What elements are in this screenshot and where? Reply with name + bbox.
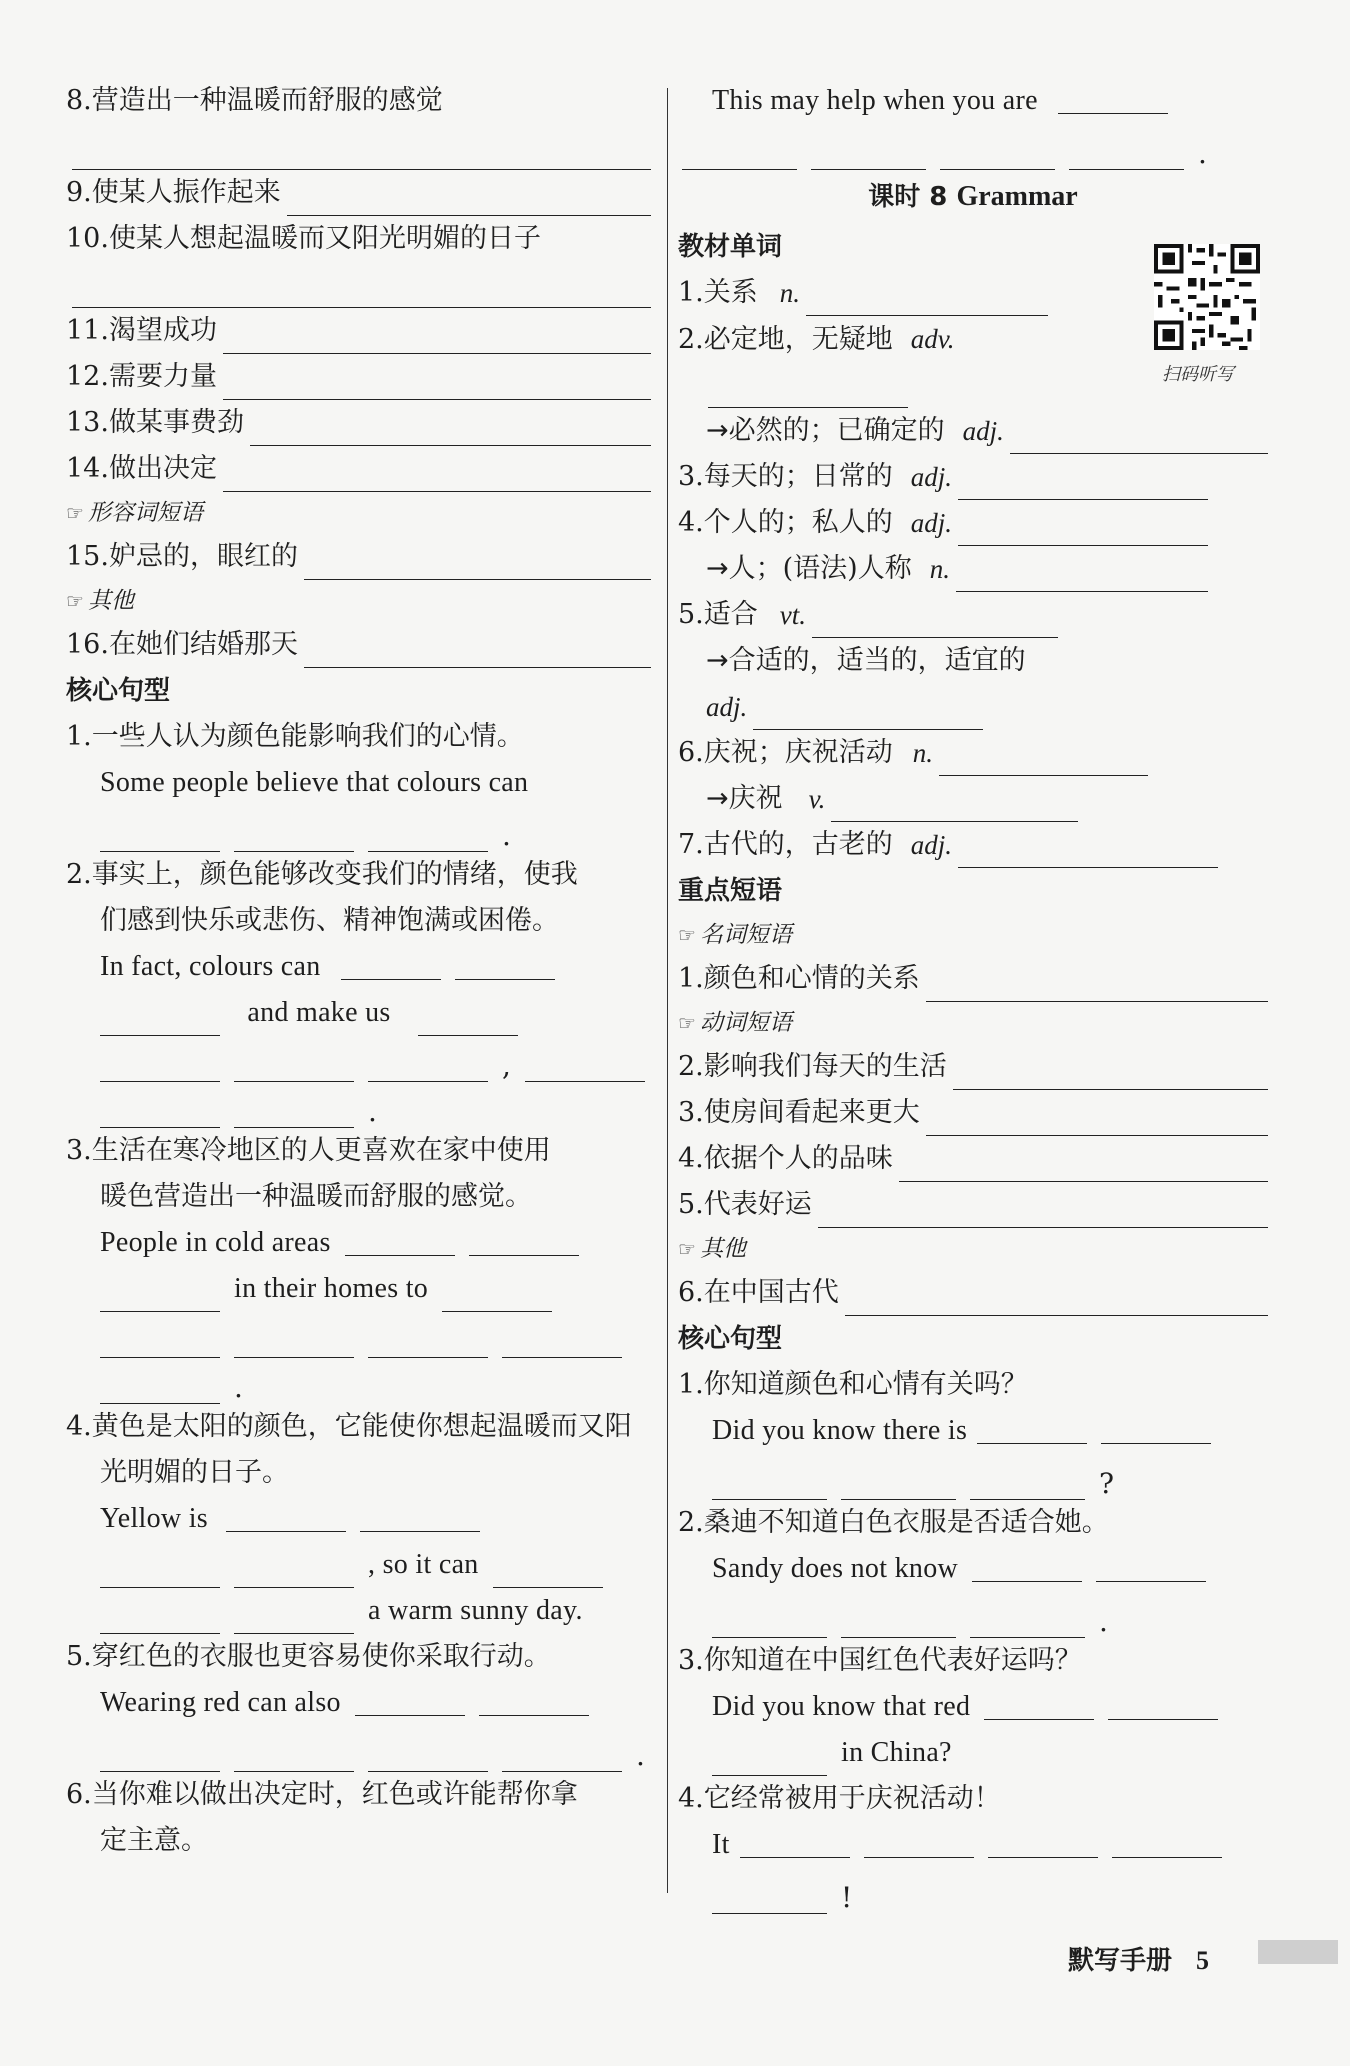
answer-line[interactable] [984, 1697, 1094, 1720]
subheading-adj-phrases: ☞ 形容词短语 [66, 500, 203, 526]
list-item: 3. 每天的；日常的 adj. [678, 454, 1208, 500]
list-item: 16. 在她们结婚那天 [66, 622, 651, 668]
answer-line[interactable] [953, 1059, 1268, 1090]
answer-line[interactable] [864, 1835, 974, 1858]
decorative-bar [1258, 1940, 1338, 1964]
list-item: → 人；(语法)人称 n. [678, 546, 1208, 592]
list-item: 14. 做出决定 [66, 446, 651, 492]
answer-line[interactable] [226, 1509, 346, 1532]
subheading-noun-phrases: ☞ 名词短语 [678, 922, 792, 948]
answer-blanks[interactable]: . [66, 806, 651, 852]
answer-blanks[interactable]: ? [678, 1454, 1268, 1500]
list-item: adj. [678, 684, 983, 730]
answer-line[interactable] [806, 285, 1048, 316]
answer-blanks[interactable]: . [678, 1592, 1268, 1638]
answer-line[interactable] [287, 185, 651, 216]
answer-blanks[interactable]: a warm sunny day. [66, 1588, 651, 1634]
answer-line[interactable] [958, 515, 1208, 546]
answer-blanks[interactable]: in China? [678, 1730, 1268, 1776]
list-item: → 必然的；已确定的 adj. [678, 408, 1268, 454]
subheading-other: ☞ 其他 [66, 588, 134, 614]
qr-caption: 扫码听写 [1162, 364, 1234, 385]
sentence-zh: 6.当你难以做出决定时，红色或许能帮你拿 [66, 1779, 578, 1810]
answer-blanks[interactable] [66, 1312, 651, 1358]
answer-line[interactable] [939, 745, 1148, 776]
sentence-en: It [678, 1822, 1268, 1868]
answer-line[interactable] [831, 791, 1078, 822]
list-item: →合适的，适当的，适宜的 [706, 645, 1026, 676]
list-item: 4. 个人的；私人的 adj. [678, 500, 1208, 546]
answer-line[interactable] [958, 469, 1208, 500]
answer-line[interactable] [223, 461, 651, 492]
list-item: 13. 做某事费劲 [66, 400, 651, 446]
answer-blanks[interactable]: . [66, 1082, 651, 1128]
list-item: 7. 古代的，古老的 adj. [678, 822, 1218, 868]
answer-line[interactable] [304, 637, 651, 668]
sentence-zh: 光明媚的日子。 [100, 1457, 289, 1488]
sentence-en: Did you know that red [678, 1684, 1268, 1730]
list-item: 6. 在中国古代 [678, 1270, 1268, 1316]
list-item: → 庆祝 v. [678, 776, 1078, 822]
sentence-en: This may help when you are [678, 78, 1268, 124]
sentence-en: Yellow is [66, 1496, 651, 1542]
section-heading: 核心句型 [66, 676, 171, 706]
sentence-zh: 2.事实上，颜色能够改变我们的情绪，使我 [66, 859, 578, 890]
answer-line[interactable] [455, 957, 555, 980]
answer-blanks[interactable]: , [66, 1036, 651, 1082]
answer-blanks[interactable]: . [678, 124, 1268, 170]
answer-line[interactable] [1010, 423, 1268, 454]
list-item: 4. 依据个人的品味 [678, 1136, 1268, 1182]
answer-line[interactable] [818, 1197, 1268, 1228]
sentence-en: Did you know there is [678, 1408, 1268, 1454]
answer-blanks[interactable]: . [66, 1726, 651, 1772]
list-item: 12. 需要力量 [66, 354, 651, 400]
answer-line[interactable] [972, 1559, 1082, 1582]
answer-line[interactable] [345, 1233, 455, 1256]
column-divider [667, 88, 668, 1893]
answer-blanks[interactable]: , so it can [66, 1542, 651, 1588]
sentence-en: Sandy does not know [678, 1546, 1268, 1592]
section-heading: 重点短语 [678, 876, 783, 906]
answer-blanks[interactable]: and make us [66, 990, 651, 1036]
answer-line[interactable] [926, 1105, 1268, 1136]
subheading-verb-phrases: ☞ 动词短语 [678, 1010, 792, 1036]
list-item: 10.使某人想起温暖而又阳光明媚的日子 [66, 223, 541, 254]
sentence-zh: 定主意。 [100, 1825, 208, 1856]
pointing-hand-icon: ☞ [678, 1011, 696, 1035]
list-item: 1. 关系 n. [678, 270, 1048, 316]
page-footer [1068, 1940, 1209, 1977]
sentence-en: Some people believe that colours can [100, 767, 529, 798]
subheading-other: ☞ 其他 [678, 1236, 746, 1262]
section-heading: 核心句型 [678, 1324, 783, 1354]
answer-line[interactable] [956, 561, 1208, 592]
lesson-title: 课时 8 Grammar [868, 181, 1078, 212]
list-item: 1. 颜色和心情的关系 [678, 956, 1268, 1002]
qr-code-icon[interactable] [1154, 244, 1260, 350]
sentence-en: People in cold areas [66, 1220, 651, 1266]
sentence-zh: 4.它经常被用于庆祝活动！ [678, 1783, 1001, 1814]
answer-line[interactable] [223, 369, 651, 400]
list-item: 8.营造出一种温暖而舒服的感觉 [66, 85, 443, 116]
answer-line[interactable] [341, 957, 441, 980]
answer-line[interactable] [845, 1285, 1268, 1316]
list-item: 5. 代表好运 [678, 1182, 1268, 1228]
answer-line[interactable] [977, 1421, 1087, 1444]
answer-line[interactable] [958, 837, 1218, 868]
book-title: 默写手册 [1068, 1946, 1173, 1976]
answer-line[interactable] [479, 1693, 589, 1716]
sentence-en: In fact, colours can [66, 944, 651, 990]
answer-line[interactable] [988, 1835, 1098, 1858]
section-heading: 教材单词 [678, 232, 783, 262]
answer-line[interactable] [66, 124, 651, 170]
answer-blanks[interactable]: . [66, 1358, 651, 1404]
answer-line[interactable] [1058, 91, 1168, 114]
list-item: 9. 使某人振作起来 [66, 170, 651, 216]
sentence-en: Wearing red can also [66, 1680, 651, 1726]
left-column [66, 78, 651, 1864]
answer-blanks[interactable]: in their homes to [66, 1266, 651, 1312]
pointing-hand-icon: ☞ [678, 923, 696, 947]
answer-line[interactable] [223, 323, 651, 354]
sentence-zh: 1.一些人认为颜色能影响我们的心情。 [66, 721, 524, 752]
pointing-hand-icon: ☞ [66, 501, 84, 525]
answer-line[interactable] [66, 262, 651, 308]
answer-line[interactable] [899, 1151, 1268, 1182]
list-item: 2. 影响我们每天的生活 [678, 1044, 1268, 1090]
sentence-zh: 2.桑迪不知道白色衣服是否适合她。 [678, 1507, 1109, 1538]
sentence-zh: 们感到快乐或悲伤、精神饱满或困倦。 [100, 905, 559, 936]
answer-line[interactable] [753, 699, 983, 730]
answer-blanks[interactable]: ! [678, 1868, 1268, 1914]
answer-line[interactable] [1112, 1835, 1222, 1858]
sentence-zh: 3.你知道在中国红色代表好运吗？ [678, 1645, 1082, 1676]
answer-line[interactable] [1108, 1697, 1218, 1720]
answer-line[interactable] [304, 549, 651, 580]
answer-line[interactable] [1101, 1421, 1211, 1444]
sentence-zh: 暖色营造出一种温暖而舒服的感觉。 [100, 1181, 532, 1212]
answer-line[interactable] [1096, 1559, 1206, 1582]
list-item: 3. 使房间看起来更大 [678, 1090, 1268, 1136]
answer-line[interactable] [812, 607, 1058, 638]
answer-line[interactable] [469, 1233, 579, 1256]
sentence-zh: 1.你知道颜色和心情有关吗？ [678, 1369, 1028, 1400]
right-column [678, 78, 1268, 1914]
answer-line[interactable] [360, 1509, 480, 1532]
list-item: 5. 适合 vt. [678, 592, 1058, 638]
page-number: 5 [1196, 1946, 1210, 1975]
sentence-zh: 3.生活在寒冷地区的人更喜欢在家中使用 [66, 1135, 551, 1166]
list-item: 2.必定地，无疑地 adv. [678, 324, 955, 355]
answer-line[interactable] [250, 415, 651, 446]
list-item: 11. 渴望成功 [66, 308, 651, 354]
sentence-zh: 5.穿红色的衣服也更容易使你采取行动。 [66, 1641, 551, 1672]
list-item: 15. 妒忌的，眼红的 [66, 534, 651, 580]
answer-line[interactable] [926, 971, 1268, 1002]
pointing-hand-icon: ☞ [66, 589, 84, 613]
pointing-hand-icon: ☞ [678, 1237, 696, 1261]
answer-line[interactable] [740, 1835, 850, 1858]
list-item: 6. 庆祝；庆祝活动 n. [678, 730, 1148, 776]
sentence-zh: 4.黄色是太阳的颜色，它能使你想起温暖而又阳 [66, 1411, 632, 1442]
answer-line[interactable] [355, 1693, 465, 1716]
